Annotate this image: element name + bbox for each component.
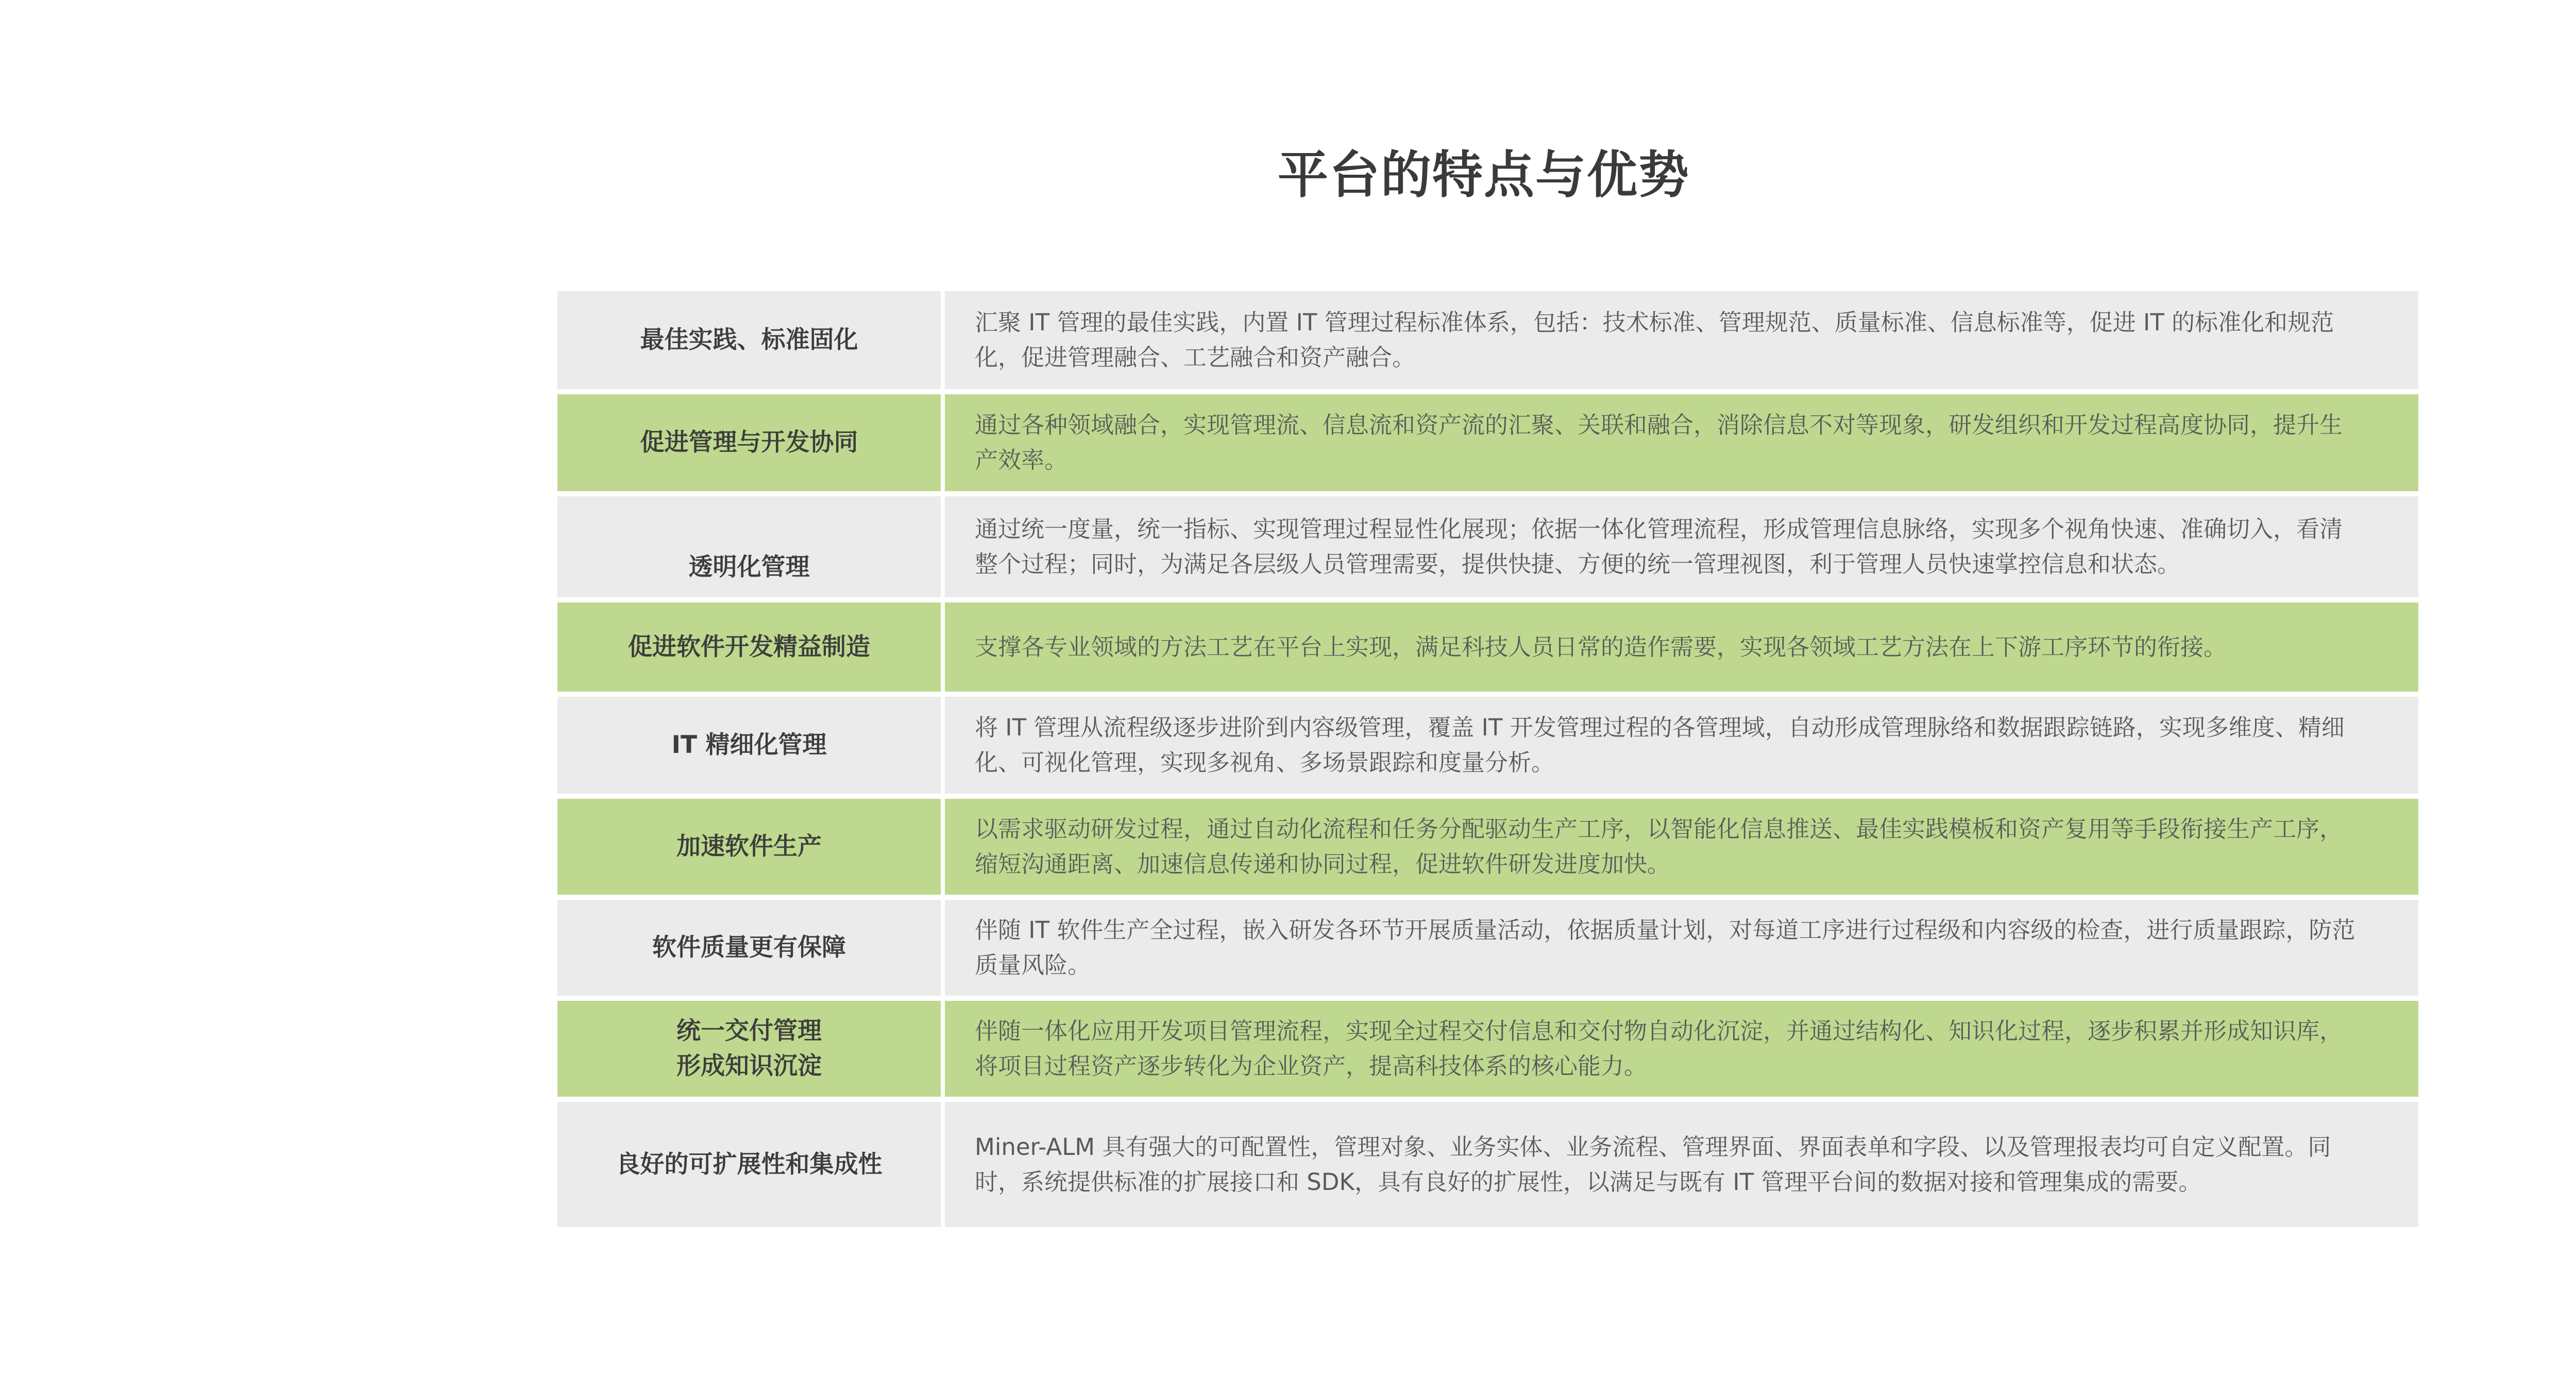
table-row [557,900,2418,1001]
feature-description: 通过统一度量，统一指标、实现管理过程显性化展现；依据一体化管理流程，形成管理信息脉络，实现多个视角快速、准确切入，看清整个过程；同时，为满足各层级人员管理需要，提供快捷、方便的统一管理视图，利于管理人员快速掌控信息和状态。 [975,515,2343,578]
feature-name: 促进管理与开发协同 [557,394,945,491]
feature-name: 促进软件开发精益制造 [557,602,945,692]
feature-name: 软件质量更有保障 [557,900,945,996]
feature-description: 以需求驱动研发过程，通过自动化流程和任务分配驱动生产工序，以智能化信息推送、最佳实践模板和资产复用等手段衔接生产工序，缩短沟通距离、加速信息传递和协同过程，促进软件研发进度加快。 [975,815,2343,878]
table-row [557,799,2418,900]
feature-name: 加速软件生产 [557,799,945,895]
feature-description: 伴随一体化应用开发项目管理流程，实现全过程交付信息和交付物自动化沉淀，并通过结构化、知识化过程，逐步积累并形成知识库，将项目过程资产逐步转化为企业资产，提高科技体系的核心能力。 [975,1017,2343,1080]
feature-description: 伴随 IT 软件生产全过程，嵌入研发各环节开展质量活动，依据质量计划，对每道工序进行过程级和内容级的检查，进行质量跟踪，防范质量风险。 [975,916,2355,979]
table-row [557,291,2418,394]
feature-description: 支撑各专业领域的方法工艺在平台上实现，满足科技人员日常的造作需要，实现各领域工艺方法在上下游工序环节的衔接。 [975,633,2227,661]
feature-description: 汇聚 IT 管理的最佳实践，内置 IT 管理过程标准体系，包括：技术标准、管理规范、质量标准、信息标准等，促进 IT 的标准化和规范化，促进管理融合、工艺融合和资产融合。 [975,309,2334,371]
table-row [557,394,2418,496]
page-title: 平台的特点与优势 [1277,146,1690,205]
feature-name: 透明化管理 [557,496,945,597]
table-row [557,602,2418,697]
feature-name: 良好的可扩展性和集成性 [557,1102,945,1227]
features-table [557,291,2418,1227]
feature-name: IT 精细化管理 [557,697,945,794]
feature-name: 最佳实践、标准固化 [557,291,945,389]
feature-description: 通过各种领域融合，实现管理流、信息流和资产流的汇聚、关联和融合，消除信息不对等现象，研发组织和开发过程高度协同，提升生产效率。 [975,411,2343,474]
table-row [557,1001,2418,1102]
feature-description: Miner-ALM 具有强大的可配置性，管理对象、业务实体、业务流程、管理界面、界面表单和字段、以及管理报表均可自定义配置。同时，系统提供标准的扩展接口和 SDK，具有良好的扩展性，以满足与既有 IT 管理平台间的数据对接和管理集成的需要。 [975,1133,2331,1196]
table-row [557,496,2418,602]
table-row [557,1102,2418,1227]
feature-description: 将 IT 管理从流程级逐步进阶到内容级管理，覆盖 IT 开发管理过程的各管理域，自动形成管理脉络和数据跟踪链路，实现多维度、精细化、可视化管理，实现多视角、多场景跟踪和度量分析。 [975,714,2345,776]
table-row [557,697,2418,799]
feature-name: 统一交付管理 形成知识沉淀 [557,1001,945,1097]
